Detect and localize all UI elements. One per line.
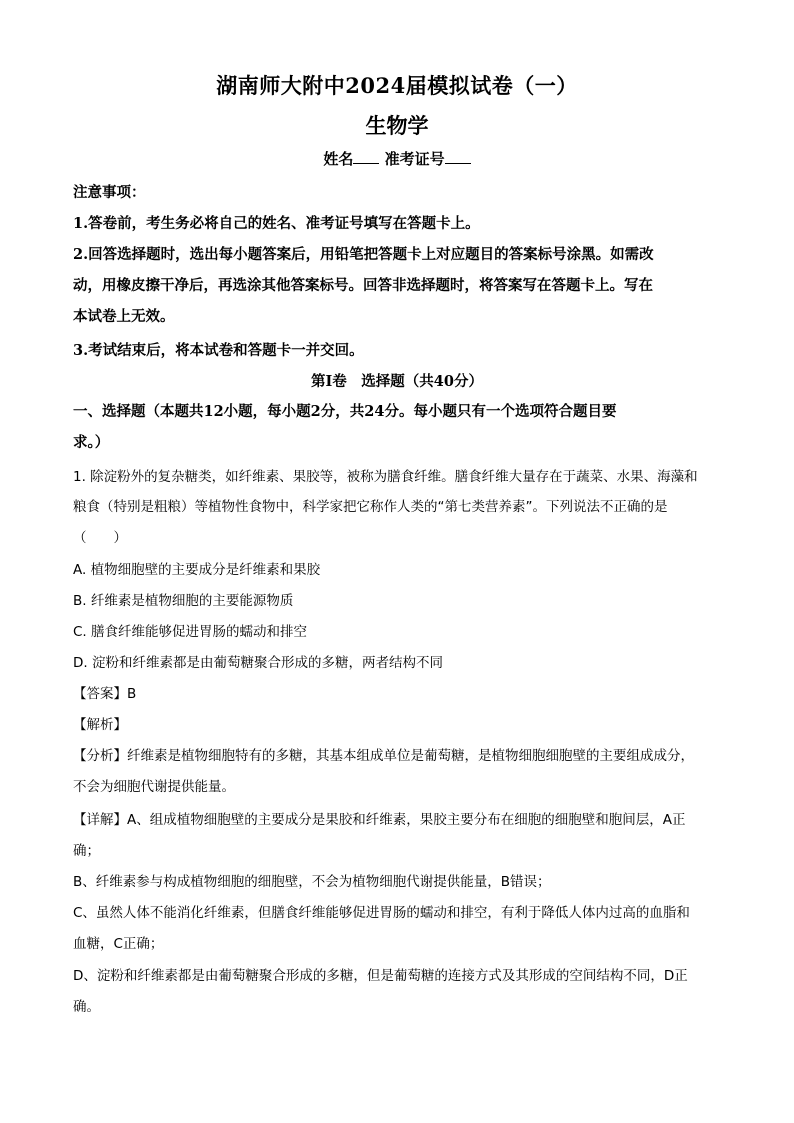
- analysis-line: 【分析】纤维素是植物细胞特有的多糖，其基本组成单位是葡萄糖，是植物细胞细胞壁的主要组成成分，: [73, 748, 694, 764]
- option-c: C. 膳食纤维能够促进胃肠的蠕动和排空: [73, 624, 308, 640]
- notice-item-1: 1.答卷前，考生务必将自己的姓名、准考证号填写在答题卡上。: [73, 215, 480, 232]
- notice-item-2-line-2: 动，用橡皮擦干净后，再选涂其他答案标号。回答非选择题时，将答案写在答题卡上。写在: [73, 277, 653, 294]
- name-id-line: [0, 148, 794, 169]
- analysis-line: B、纤维素参与构成植物细胞的细胞壁，不会为植物细胞代谢提供能量，B错误；: [73, 874, 551, 890]
- id-blank: [445, 149, 471, 164]
- id-label: 准考证号: [384, 150, 445, 168]
- analysis-label: 【解析】: [73, 717, 127, 733]
- volume-heading: 第Ⅰ卷 选择题（共40分）: [311, 373, 483, 390]
- option-d: D. 淀粉和纤维素都是由葡萄糖聚合形成的多糖，两者结构不同: [73, 655, 443, 671]
- name-blank: [353, 149, 379, 164]
- analysis-line: D、淀粉和纤维素都是由葡萄糖聚合形成的多糖，但是葡萄糖的连接方式及其形成的空间结构不同，D正: [73, 968, 688, 984]
- analysis-line: 确。: [73, 999, 100, 1015]
- name-label: 姓名: [323, 150, 354, 168]
- answer-line: 【答案】B: [73, 686, 137, 702]
- option-a: A. 植物细胞壁的主要成分是纤维素和果胶: [73, 562, 321, 578]
- analysis-line: 【详解】A、组成植物细胞壁的主要成分是果胶和纤维素，果胶主要分布在细胞的细胞壁和胞间层，A正: [73, 812, 686, 828]
- notice-heading: 注意事项：: [73, 184, 146, 201]
- analysis-line: 血糖，C正确；: [73, 936, 164, 952]
- notice-item-3: 3.考试结束后，将本试卷和答题卡一并交回。: [73, 342, 364, 359]
- notice-item-2-line-1: 2.回答选择题时，选出每小题答案后，用铅笔把答题卡上对应题目的答案标号涂黑。如需改: [73, 246, 654, 263]
- analysis-line: 不会为细胞代谢提供能量。: [73, 779, 235, 795]
- exam-title: 湖南师大附中2024届模拟试卷（一）: [216, 73, 578, 98]
- question-stem-line-2: 粮食（特别是粗粮）等植物性食物中，科学家把它称作人类的“第七类营养素”。下列说法不正确的是: [73, 499, 668, 515]
- subject-title: 生物学: [365, 113, 429, 138]
- analysis-line: C、虽然人体不能消化纤维素，但膳食纤维能够促进胃肠的蠕动和排空，有利于降低人体内过高的血脂和: [73, 905, 690, 921]
- option-b: B. 纤维素是植物细胞的主要能源物质: [73, 593, 294, 609]
- part-heading-line-2: 求。）: [73, 434, 110, 451]
- part-heading-line-1: 一、选择题（本题共12小题，每小题2分，共24分。每小题只有一个选项符合题目要: [73, 403, 617, 420]
- question-stem-line-1: 1. 除淀粉外的复杂糖类，如纤维素、果胶等，被称为膳食纤维。膳食纤维大量存在于蔬菜、水果、海藻和: [73, 469, 698, 485]
- question-stem-line-3: （ ）: [73, 530, 127, 546]
- notice-item-2-line-3: 本试卷上无效。: [73, 308, 175, 325]
- analysis-line: 确；: [73, 843, 100, 859]
